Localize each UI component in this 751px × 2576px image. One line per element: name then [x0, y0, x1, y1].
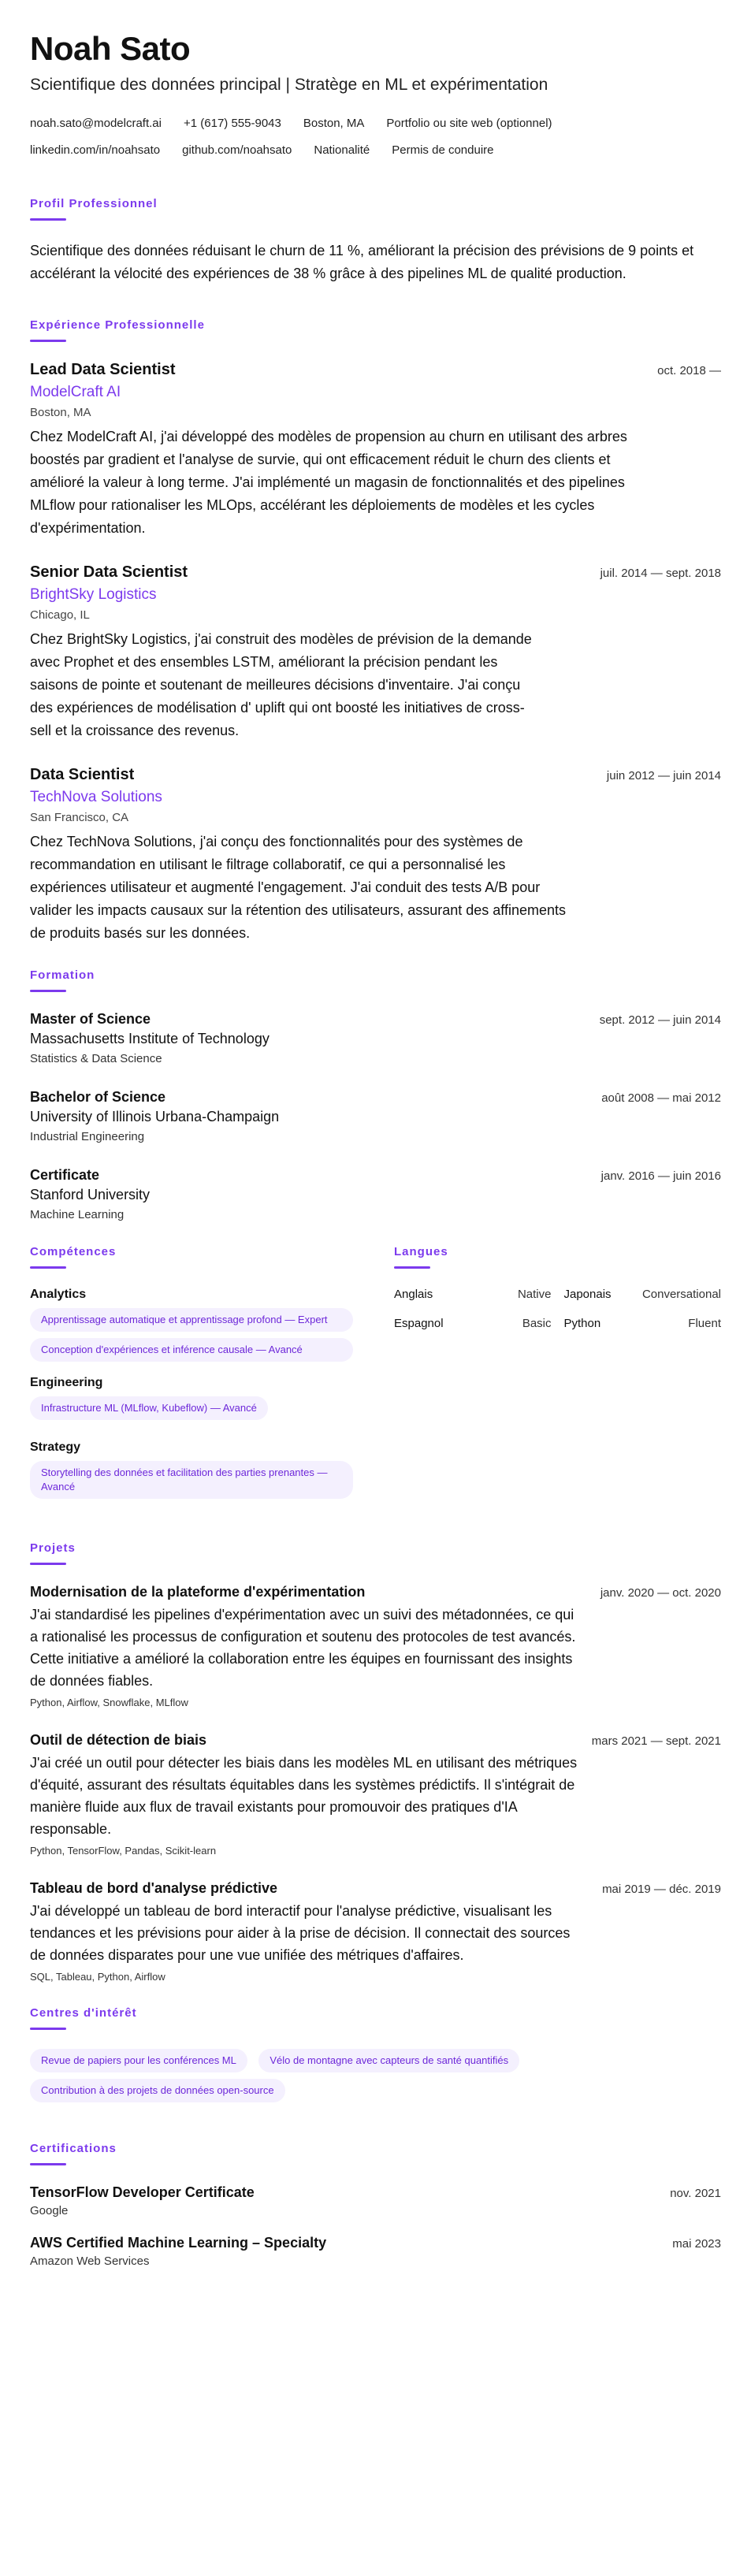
skills-languages-row: [30, 1245, 721, 1513]
school-name: Massachusetts Institute of Technology: [30, 1031, 270, 1046]
education-dates: janv. 2016 — juin 2016: [600, 1169, 721, 1183]
project-entry: [30, 1880, 721, 1983]
interest-tag: Vélo de montagne avec capteurs de santé quantifiés: [258, 2049, 519, 2072]
study-field: Industrial Engineering: [30, 1130, 145, 1143]
company-name: TechNova Solutions: [30, 789, 162, 805]
degree-title: Bachelor of Science: [30, 1089, 166, 1105]
skill-category: Analytics: [30, 1288, 87, 1301]
education-section: [30, 968, 721, 1221]
interest-tag: Revue de papiers pour les conférences ML: [30, 2049, 247, 2072]
project-dates: mars 2021 — sept. 2021: [591, 1734, 721, 1748]
certification-date: mai 2023: [672, 2237, 721, 2251]
experience-entry: [30, 361, 721, 540]
language-item: [394, 1288, 552, 1301]
candidate-headline: Scientifique des données principal | Stratège en ML et expérimentation: [30, 76, 548, 94]
language-name: Python: [563, 1317, 601, 1330]
project-entry: [30, 1584, 721, 1708]
skill-group: [30, 1288, 353, 1362]
section-divider: [30, 1563, 66, 1565]
interest-tag: Contribution à des projets de données open-source: [30, 2079, 285, 2102]
contact-github[interactable]: github.com/noahsato: [182, 143, 292, 157]
certification-date: nov. 2021: [670, 2187, 721, 2200]
contact-location: Boston, MA: [303, 117, 365, 130]
skills-section: [30, 1245, 353, 1513]
project-dates: mai 2019 — déc. 2019: [602, 1883, 721, 1896]
school-name: Stanford University: [30, 1187, 151, 1203]
section-title-skills: Compétences: [30, 1245, 117, 1258]
profile-section: [30, 197, 721, 285]
job-location: Boston, MA: [30, 406, 91, 419]
languages-section: [394, 1245, 721, 1513]
experience-section: [30, 318, 721, 945]
study-field: Machine Learning: [30, 1208, 125, 1221]
section-divider: [30, 990, 66, 992]
language-name: Anglais: [394, 1288, 433, 1301]
language-item: [564, 1288, 722, 1301]
language-level: Fluent: [688, 1317, 721, 1330]
contact-email[interactable]: noah.sato@modelcraft.ai: [30, 117, 162, 130]
section-title-languages: Langues: [394, 1245, 448, 1258]
certification-issuer: Amazon Web Services: [30, 2254, 150, 2268]
skill-category: Strategy: [30, 1440, 81, 1454]
section-title-projects: Projets: [30, 1541, 76, 1555]
job-description: Chez BrightSky Logistics, j'ai construit des modèles de prévision de la demande avec Prophet et des ensembles LSTM, améliorant la précision pendant les saisons de pointe et soutenant de meilleures décisions d'inventaire. J'ai conçu des expériences de modélisation d' uplift qui ont boosté les initiatives de cross-sell et la croissance des revenus.: [30, 631, 532, 738]
projects-section: [30, 1541, 721, 1983]
section-divider: [30, 1266, 66, 1269]
project-description: J'ai standardisé les pipelines d'expérimentation avec un suivi des métadonnées, ce qui a rationalisé les processus de configuration et soutenu des protocoles de test avancés. Cette initiative a amélioré la collaboration entre les équipes en fournissant des insights de données fiables.: [30, 1607, 576, 1689]
job-location: Chicago, IL: [30, 608, 90, 622]
experience-entry: [30, 766, 721, 945]
skill-tag: Storytelling des données et facilitation des parties prenantes — Avancé: [30, 1461, 353, 1499]
interests-section: [30, 2006, 721, 2109]
experience-entry: [30, 563, 721, 742]
project-tech-stack: Python, TensorFlow, Pandas, Scikit-learn: [30, 1845, 217, 1857]
certification-entry: [30, 2235, 721, 2268]
project-description: J'ai développé un tableau de bord interactif pour l'analyse prédictive, visualisant les tendances et les prévisions pour aider à la prise de décision. Il connectait des sources de données disparates pour une vue unifiée des métriques d'affaires.: [30, 1903, 571, 1963]
project-tech-stack: Python, Airflow, Snowflake, MLflow: [30, 1697, 188, 1708]
section-title-certifications: Certifications: [30, 2142, 117, 2155]
job-title: Data Scientist: [30, 766, 135, 783]
job-dates: juin 2012 — juin 2014: [606, 769, 721, 782]
contact-linkedin[interactable]: linkedin.com/in/noahsato: [30, 143, 161, 157]
skill-category: Engineering: [30, 1376, 103, 1389]
section-title-experience: Expérience Professionnelle: [30, 318, 205, 332]
project-description: J'ai créé un outil pour détecter les biais dans les modèles ML en utilisant des métriques d'équité, assurant des résultats équitables dans les systèmes prédictifs. Il s'intégrait de manière fluide aux flux de travail existants pour promouvoir des pratiques d'IA responsable.: [30, 1755, 578, 1837]
project-dates: janv. 2020 — oct. 2020: [600, 1586, 721, 1600]
skill-tag: Apprentissage automatique et apprentissage profond — Expert: [30, 1308, 353, 1332]
section-divider: [30, 2028, 66, 2030]
job-description: Chez TechNova Solutions, j'ai conçu des fonctionnalités pour des systèmes de recommandation en utilisant le filtrage collaboratif, ce qui a personnalisé les expériences utilisateur et augmenté l'engagement. J'ai conduit des tests A/B pour valider les impacts causaux sur la rétention des utilisateurs, assurant des affinements de produits basés sur les données.: [30, 834, 567, 941]
project-name: Tableau de bord d'analyse prédictive: [30, 1880, 278, 1896]
section-title-profile: Profil Professionnel: [30, 197, 158, 210]
skill-tag: Infrastructure ML (MLflow, Kubeflow) — Avancé: [30, 1396, 268, 1420]
section-divider: [30, 340, 66, 342]
study-field: Statistics & Data Science: [30, 1052, 162, 1065]
section-title-interests: Centres d'intérêt: [30, 2006, 137, 2020]
language-level: Basic: [522, 1317, 552, 1330]
company-name: BrightSky Logistics: [30, 586, 157, 603]
skill-tag: Conception d'expériences et inférence causale — Avancé: [30, 1338, 353, 1362]
certification-name: AWS Certified Machine Learning – Specialty: [30, 2235, 327, 2251]
project-name: Outil de détection de biais: [30, 1732, 207, 1748]
job-title: Senior Data Scientist: [30, 563, 188, 581]
certification-entry: [30, 2184, 721, 2217]
project-tech-stack: SQL, Tableau, Python, Airflow: [30, 1971, 165, 1983]
language-list: [394, 1288, 721, 1330]
language-name: Japonais: [563, 1288, 612, 1301]
school-name: University of Illinois Urbana-Champaign: [30, 1109, 280, 1124]
section-divider: [30, 2163, 66, 2165]
education-entry: [30, 1167, 721, 1221]
job-title: Lead Data Scientist: [30, 361, 176, 378]
section-divider: [394, 1266, 430, 1269]
certifications-section: [30, 2142, 721, 2268]
interest-list: [30, 2049, 721, 2109]
project-name: Modernisation de la plateforme d'expérimentation: [30, 1584, 366, 1600]
company-name: ModelCraft AI: [30, 384, 121, 400]
certification-issuer: Google: [30, 2204, 69, 2217]
contact-portfolio[interactable]: Portfolio ou site web (optionnel): [386, 117, 552, 130]
contact-list: [30, 110, 660, 164]
language-level: Conversational: [641, 1288, 721, 1301]
contact-nationality: Nationalité: [314, 143, 370, 157]
skill-group: [30, 1440, 353, 1499]
skill-group: [30, 1376, 353, 1426]
language-item: [564, 1317, 722, 1330]
profile-summary: Scientifique des données réduisant le churn de 11 %, améliorant la précision des prévisions de 9 points et accélérant la vélocité des expériences de 38 % grâce à des pipelines ML de qualité production.: [30, 243, 694, 281]
language-name: Espagnol: [394, 1317, 444, 1330]
education-entry: [30, 1011, 721, 1065]
certification-name: TensorFlow Developer Certificate: [30, 2184, 255, 2200]
education-dates: août 2008 — mai 2012: [601, 1091, 721, 1105]
contact-driving-license: Permis de conduire: [392, 143, 494, 157]
section-divider: [30, 218, 66, 221]
job-description: Chez ModelCraft AI, j'ai développé des modèles de propension au churn en utilisant des arbres boostés par gradient et l'analyse de survie, qui ont efficacement réduit le churn des clients et amélioré la valeur à long terme. J'ai implémenté un magasin de fonctionnalités et des pipelines MLflow pour rationaliser les MLOps, accélérant les déploiements de modèles et les cycles d'expérimentation.: [30, 429, 627, 536]
resume-header: [30, 30, 721, 164]
job-location: San Francisco, CA: [30, 811, 129, 824]
language-item: [394, 1317, 552, 1330]
section-title-education: Formation: [30, 968, 95, 982]
education-entry: [30, 1089, 721, 1143]
job-dates: oct. 2018 —: [657, 364, 721, 377]
candidate-name: Noah Sato: [30, 30, 191, 67]
degree-title: Certificate: [30, 1167, 100, 1183]
job-dates: juil. 2014 — sept. 2018: [600, 567, 721, 580]
degree-title: Master of Science: [30, 1011, 151, 1027]
education-dates: sept. 2012 — juin 2014: [599, 1013, 721, 1027]
contact-phone[interactable]: +1 (617) 555-9043: [184, 117, 281, 130]
language-level: Native: [517, 1288, 552, 1301]
project-entry: [30, 1732, 721, 1857]
